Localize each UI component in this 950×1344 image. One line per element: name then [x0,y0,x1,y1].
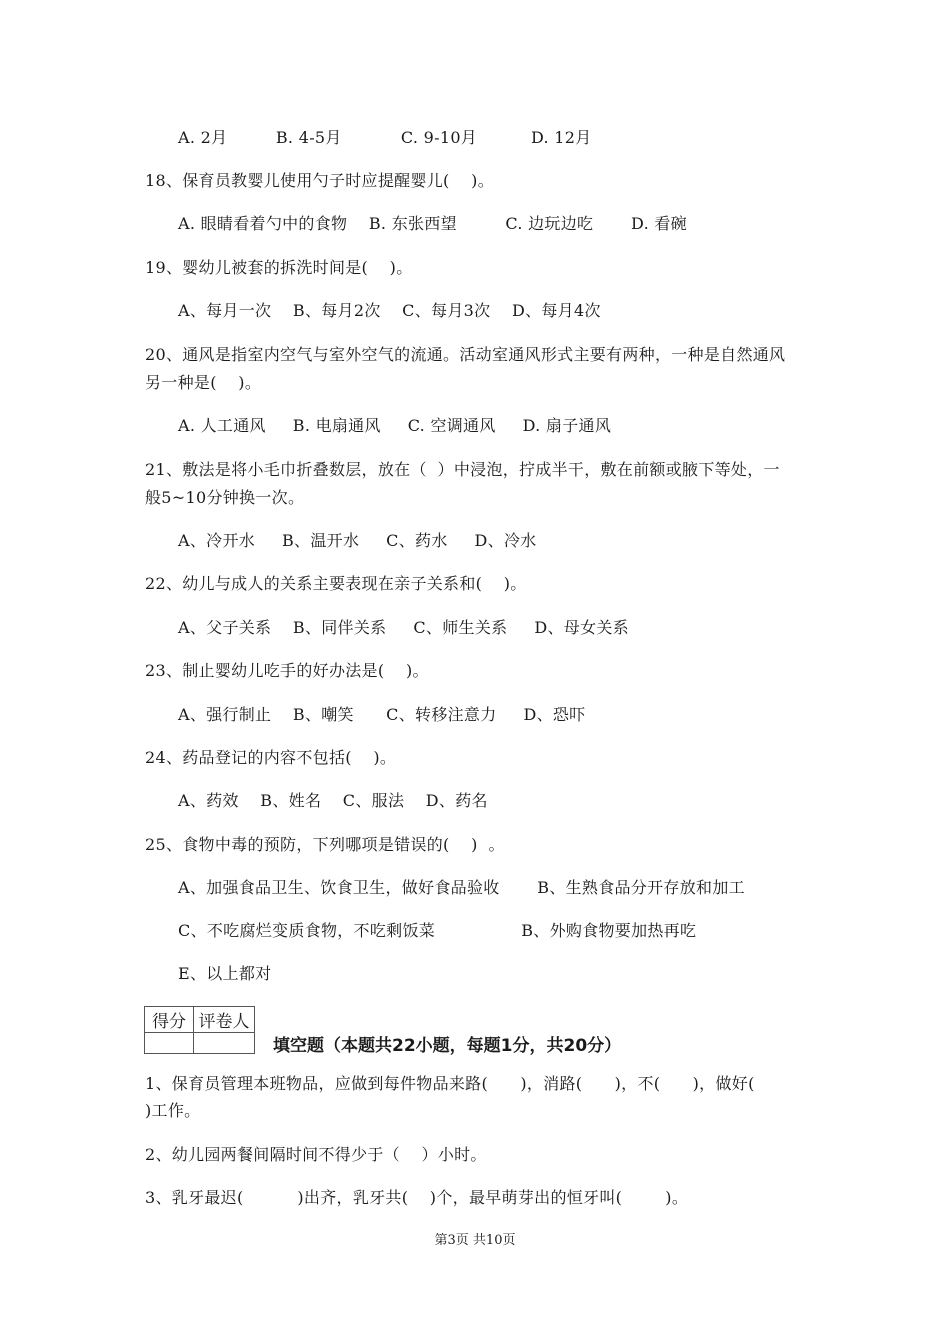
q21-stem: 21、敷法是将小毛巾折叠数层，放在（ ）中浸泡，拧成半干，敷在前额或腋下等处，一 [145,460,780,479]
q19-stem: 19、婴幼儿被套的拆洗时间是( )。 [145,258,413,277]
q25-options-cd: C、不吃腐烂变质食物，不吃剩饭菜 B、外购食物要加热再吃 [178,921,697,940]
grader-header: 评卷人 [194,1007,255,1033]
section-title: 填空题（本题共22小题，每题1分，共20分） [273,1036,622,1056]
q24-options: A、药效 B、姓名 C、服法 D、药名 [178,791,488,810]
q18-stem: 18、保育员教婴儿使用勺子时应提醒婴儿( )。 [145,171,494,190]
q20-options: A. 人工通风 B. 电扇通风 C. 空调通风 D. 扇子通风 [178,416,612,435]
q22-stem: 22、幼儿与成人的关系主要表现在亲子关系和( )。 [145,574,527,593]
q25-stem: 25、食物中毒的预防，下列哪项是错误的( ) 。 [145,835,505,854]
q25-options-e: E、以上都对 [178,964,272,983]
fill-q1: 1、保育员管理本班物品，应做到每件物品来路( )，消路( )，不( )，做好( [145,1074,755,1093]
score-table [144,1006,255,1054]
score-header: 得分 [145,1007,194,1033]
grader-cell [194,1033,255,1054]
q17-options: A. 2月 B. 4-5月 C. 9-10月 D. 12月 [178,128,592,147]
q19-options: A、每月一次 B、每月2次 C、每月3次 D、每月4次 [178,301,601,320]
q20-stem-cont: 另一种是( )。 [145,373,262,392]
q21-options: A、冷开水 B、温开水 C、药水 D、冷水 [178,531,537,550]
q18-options: A. 眼睛看着勺中的食物 B. 东张西望 C. 边玩边吃 D. 看碗 [178,214,687,233]
q25-options-ab: A、加强食品卫生、饮食卫生，做好食品验收 B、生熟食品分开存放和加工 [178,878,745,897]
fill-q2: 2、幼儿园两餐间隔时间不得少于（ ）小时。 [145,1145,487,1164]
q24-stem: 24、药品登记的内容不包括( )。 [145,748,397,767]
q20-stem: 20、通风是指室内空气与室外空气的流通。活动室通风形式主要有两种，一种是自然通风 [145,345,786,364]
q22-options: A、父子关系 B、同伴关系 C、师生关系 D、母女关系 [178,618,629,637]
score-cell [145,1033,194,1054]
q23-stem: 23、制止婴幼儿吃手的好办法是( )。 [145,661,429,680]
q23-options: A、强行制止 B、嘲笑 C、转移注意力 D、恐吓 [178,705,586,724]
fill-q1-cont: )工作。 [145,1101,201,1120]
fill-q3: 3、乳牙最迟( )出齐，乳牙共( )个，最早萌芽出的恒牙叫( )。 [145,1188,689,1207]
page-footer: 第3页 共10页 [434,1233,516,1248]
q21-stem-cont: 般5~10分钟换一次。 [145,488,305,507]
